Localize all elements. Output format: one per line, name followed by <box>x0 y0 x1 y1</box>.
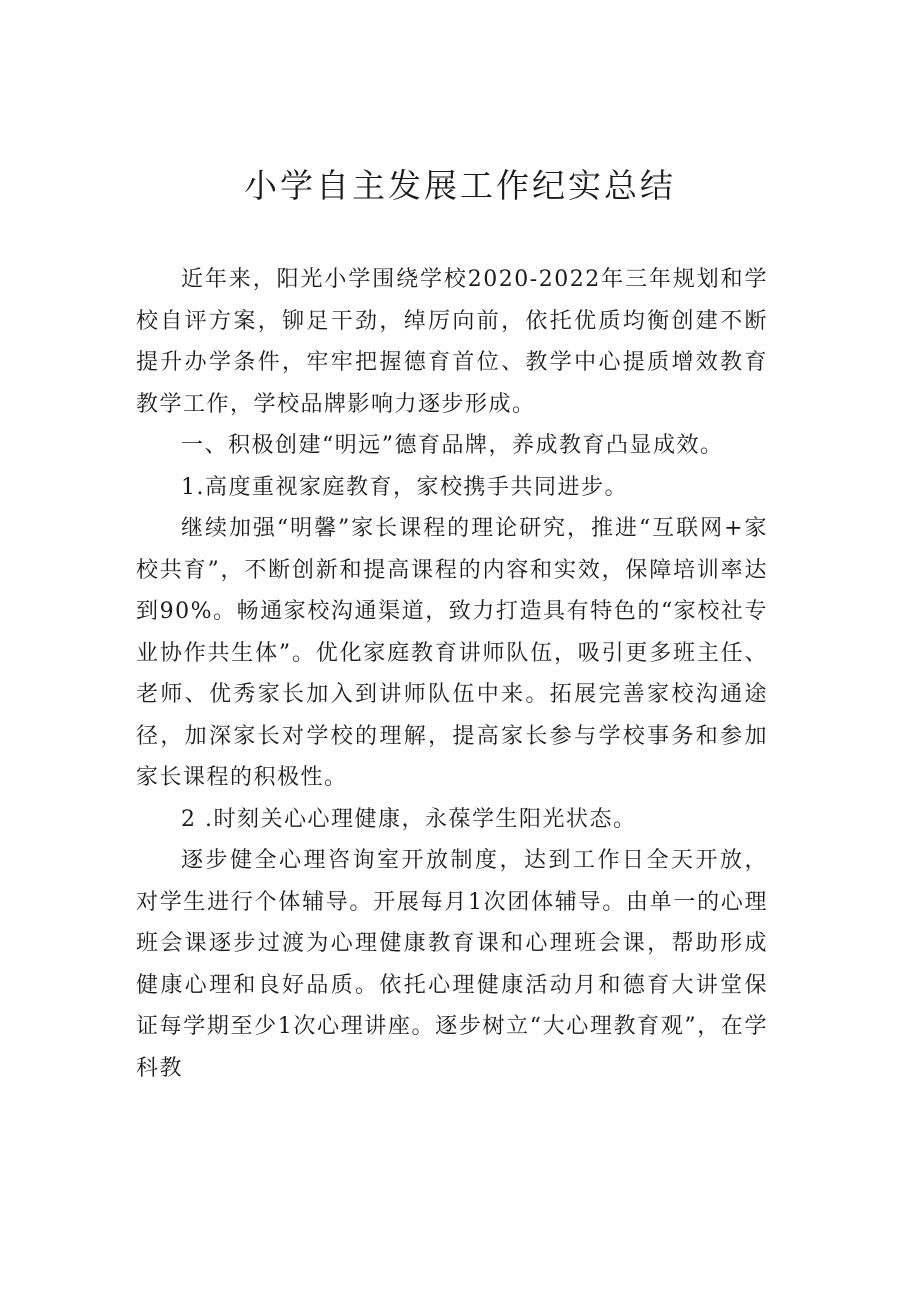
section-heading-1: 一、积极创建“明远”德育品牌，养成教育凸显成效。 <box>181 433 724 458</box>
mental-health-paragraph: 逐步健全心理咨询室开放制度，达到工作日全天开放，对学生进行个体辅导。开展每月1次团体辅导。由单一的心理班会课逐步过渡为心理健康教育课和心理班会课，帮助形成健康心理和良好品质。依托心理健康活动月和德育大讲堂保证每学期至少1次心理讲座。逐步树立“大心理教育观”，在学科教 <box>136 848 768 1081</box>
document-title: 小学自主发展工作纪实总结 <box>244 166 676 205</box>
subsection-heading-2: 2 .时刻关心心理健康，永葆学生阳光状态。 <box>181 806 637 832</box>
intro-paragraph: 近年来，阳光小学围绕学校2020-2022年三年规划和学校自评方案，铆足干劲，绰厉向前，依托优质均衡创建不断提升办学条件，牢牢把握德育首位、教学中心提质增效教育教学工作，学校品牌影响力逐步形成。 <box>136 267 768 417</box>
subsection-heading-1: 1.高度重视家庭教育，家校携手共同进步。 <box>181 474 628 500</box>
document-body <box>136 259 768 1089</box>
family-education-paragraph: 继续加强“明馨”家长课程的理论研究，推进“互联网+家校共育”，不断创新和提高课程的内容和实效，保障培训率达到90%。畅通家校沟通渠道，致力打造具有特色的“家校社专业协作共生体”。优化家庭教育讲师队伍，吸引更多班主任、老师、优秀家长加入到讲师队伍中来。拓展完善家校沟通途径，加深家长对学校的理解，提高家长参与学校事务和参加家长课程的积极性。 <box>136 516 768 790</box>
